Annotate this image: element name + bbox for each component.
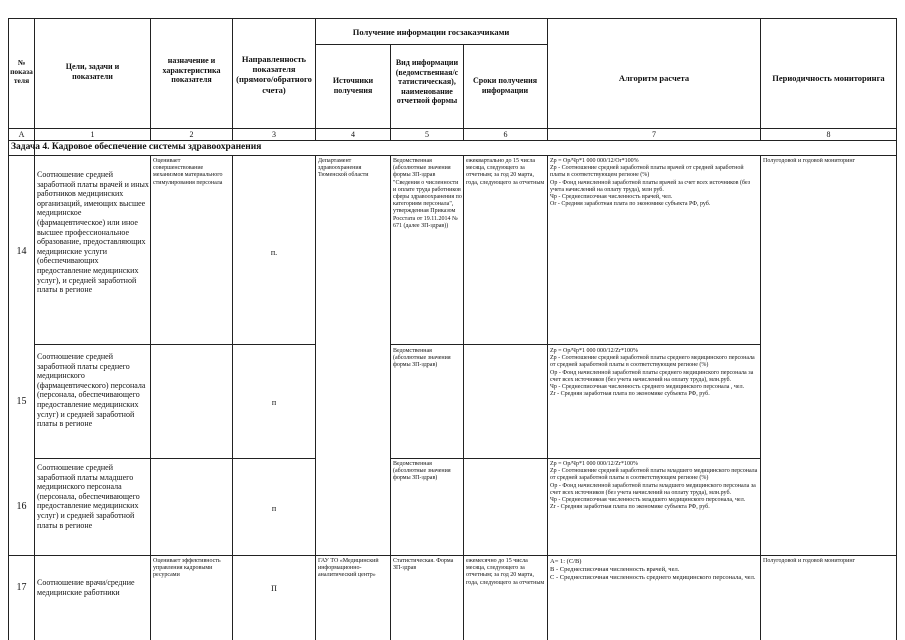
row-number: 14 — [16, 246, 27, 257]
header-algorithm: Алгоритм расчета — [618, 73, 690, 83]
index-cell: 7 — [652, 130, 656, 139]
indicator-purpose: Оценивает эффективность управления кадровыми ресурсами — [153, 558, 221, 579]
section-title: Задача 4. Кадровое обеспечение системы здравоохранения — [11, 142, 262, 152]
info-terms: ежемесячно до 15 числа месяца, следующего за отчетным; за год 20 марта, года, следующего за отчетным — [466, 558, 545, 586]
indicator-name: Соотношение средней заработной платы младшего медицинского персонала (персонала, обеспечивающего предоставление медицинских услуг) и средней заработной платы в регионе — [37, 463, 140, 530]
algorithm: Zp = Op/Чр*1 000 000/12/Zr*100% Zp - Соотношение средней заработной платы младшего медицинского персонала от средней заработной платы в соответствующем регионе (%) Op - Фонд начисленной заработной платы младшего медицинского персонала за счет всех источников (без учета начислений на оплату труда), млн.руб. Чр - Среднесписочная численность младшего медицинского персонала, чел. Zr - Средняя заработная плата по экономике субъекта РФ, руб. — [550, 461, 758, 511]
index-cell: 4 — [351, 130, 355, 139]
header-direction: Направленность показателя (прямого/обратного счета) — [236, 54, 312, 95]
indicator-purpose: Оценивает совершенствование механизмов материального стимулирования персонала — [153, 158, 223, 186]
algorithm: Zp = Op/Чр*1 000 000/12/Zr*100% Zp - Соотношение средней заработной платы среднего медицинского персонала от средней заработной платы в соответствующем регионе (%) Op - Фонд начисленной заработной платы среднего медицинского персонала за счет всех источников (без учета начислений на оплату труда), млн.руб. Чр - Среднесписочная численность среднего медицинского персонала , чел. Zr - Средняя заработная плата по экономике субъекта РФ, руб. — [550, 348, 755, 398]
indicator-name: Соотношение врачи/средние медицинские работники — [37, 578, 135, 597]
index-cell: 3 — [272, 130, 276, 139]
indicator-direction: п — [271, 398, 277, 407]
indicator-direction: п. — [270, 248, 278, 257]
algorithm: А= 1: (С/В) В - Среднесписочная численность врачей, чел. С - Среднесписочная численность среднего медицинского персонала, чел. — [550, 558, 756, 581]
indicator-name: Соотношение средней заработной платы врачей и иных работников медицинских организаций, имеющих высшее медицинское (фармацевтическое) или иное высшее профессиональное образование, предоставляющих медицинские услуги (обеспечивающих предоставление медицинских услуг), и средней заработной платы в регионе — [37, 170, 149, 295]
index-cell: 6 — [503, 130, 508, 139]
info-type: Ведомственная (абсолютные значения формы ЗП-здрав) — [393, 461, 451, 482]
info-type: Ведомственная (абсолютные значения формы ЗП-здрав "Сведения о численности и оплате труда работников сферы здравоохранения по категориям персонала", утвержденная Приказом Росстата от 19.11.2014 № 671 (далее ЗП-здрав)) — [393, 158, 462, 229]
info-terms: ежеквартально до 15 числа месяца, следующего за отчетным; за год 20 марта, года, следующего за отчетным — [466, 158, 545, 186]
index-cell: 2 — [189, 130, 194, 139]
info-source: ГАУ ТО «Медицинский информационно-аналитический центр» — [318, 558, 379, 579]
index-cell: 1 — [90, 130, 95, 139]
header-num: № показа теля — [10, 58, 33, 85]
index-cell: 8 — [826, 130, 831, 139]
info-type: Статистическая. Форма ЗП-здрав — [393, 558, 454, 572]
indicator-name: Соотношение средней заработной платы среднего медицинского (фармацевтического) персонала (персонала, обеспечивающего предоставление медицинских услуг) и средней заработной платы в регионе — [37, 352, 146, 429]
info-type: Ведомственная (абсолютные значения формы ЗП-здрав) — [393, 348, 451, 369]
header-terms: Сроки получения информации — [472, 76, 538, 95]
header-info-type: Вид информации (ведомственная/с татистическая), наименование отчетной формы — [395, 58, 459, 106]
monitoring: Полугодовой и годовой мониторинг — [763, 558, 855, 564]
index-cell: 5 — [425, 130, 429, 139]
header-monitoring: Периодичность мониторинга — [772, 73, 885, 83]
indicator-direction: п — [271, 504, 277, 513]
row-number: 17 — [16, 582, 27, 593]
monitoring: Полугодовой и годовой мониторинг — [763, 158, 855, 164]
header-purpose: назначение и характеристика показателя — [162, 56, 221, 85]
algorithm: Zp = Op/Чр*1 000 000/12/Or*100% Zp - Соотношение средней заработной платы врачей от средней заработной платы в соответствующем регионе (%) Op - Фонд начисленной заработной платы врачей за счет всех источников (без учета начислений на оплату труда), млн руб. Чр - Среднесписочная численность врачей, чел. Or - Средняя заработная плата по экономике субъекта РФ, руб. — [550, 158, 751, 208]
index-cell: А — [18, 130, 25, 139]
info-source: Департамент здравоохранения Тюменской области — [318, 158, 369, 179]
row-number: 16 — [16, 501, 27, 512]
header-goals: Цели, задачи и показатели — [65, 62, 120, 81]
header-group: Получение информации госзаказчиками — [352, 27, 510, 37]
indicator-direction: П — [271, 584, 277, 593]
row-number: 15 — [16, 396, 27, 407]
header-sources: Источники получения — [332, 76, 374, 95]
